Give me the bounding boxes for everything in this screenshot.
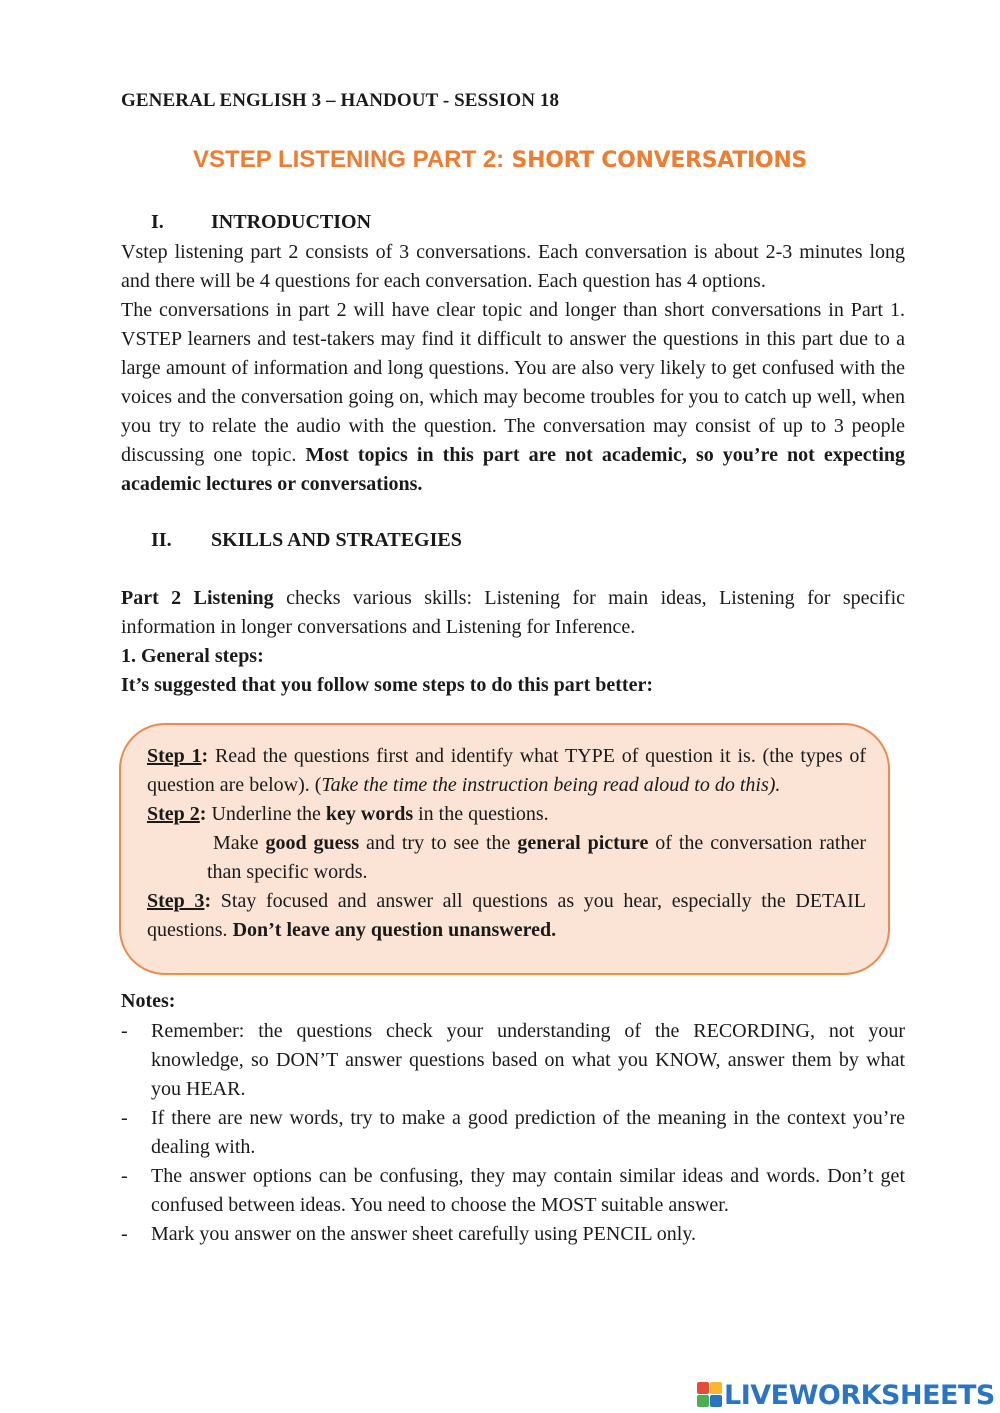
step-2-colon: :	[199, 803, 207, 825]
step-2-end: in the questions.	[413, 803, 549, 825]
liveworksheets-logo-text: LIVEWORKSHEETS	[724, 1379, 995, 1411]
skills-intro	[121, 584, 905, 642]
step-1-colon: :	[201, 745, 209, 767]
note-text: The answer options can be confusing, they may contain similar ideas and words. Don’t get confused between ideas. You need to choose the MOST suitable answer.	[151, 1165, 905, 1216]
section1-title: INTRODUCTION	[211, 211, 372, 233]
liveworksheets-logo[interactable]	[697, 1378, 995, 1412]
step-2-detail-a: Make	[213, 832, 266, 854]
note-text: Mark you answer on the answer sheet carefully using PENCIL only.	[151, 1223, 697, 1245]
skills-intro-rest: checks various skills: Listening for main ideas, Listening for specific information in longer conversations and Listening for Inference.	[121, 587, 906, 638]
note-item: - Mark you answer on the answer sheet carefully using PENCIL only.	[121, 1223, 697, 1245]
intro-paragraph-2-text: The conversations in part 2 will have clear topic and longer than short conversations in Part 1. VSTEP learners and test-takers may find it difficult to answer the questions in this part due to a large amount of information and long questions. You are also very likely to get confused with the voices and the conversation going on, which may become troubles for you to catch up well, when you try to relate the audio with the question. The conversation may consist of up to 3 people discussing one topic.	[121, 299, 905, 466]
step-1-label: Step 1	[147, 745, 202, 767]
note-text: If there are new words, try to make a good prediction of the meaning in the context you’re dealing with.	[151, 1107, 905, 1158]
notes-heading: Notes:	[121, 990, 176, 1012]
step-1	[147, 742, 866, 800]
introduction-text	[121, 238, 905, 499]
suggestion-line: It’s suggested that you follow some steps to do this part better:	[121, 674, 654, 696]
step-3-text: Stay focused and answer all questions as you hear, especially the DETAIL questions.	[147, 890, 866, 941]
section1-number: I.	[151, 211, 164, 233]
skills-intro-bold: Part 2 Listening	[121, 587, 274, 609]
step-2-detail-b: and try to see the	[359, 832, 518, 854]
title-part2: SHORT CONVERSATIONS	[504, 148, 807, 173]
step-3-colon: :	[204, 890, 212, 912]
step-2-detail-bold-2: general picture	[517, 832, 649, 854]
step-2-bold: key words	[325, 803, 414, 825]
note-item: - Remember: the questions check your understanding of the RECORDING, not your knowledge, so DON’T answer questions based on what you KNOW, answer them by what you HEAR.	[121, 1020, 905, 1100]
liveworksheets-logo-icon	[697, 1382, 723, 1408]
section2-heading	[151, 529, 462, 552]
steps-box	[119, 723, 890, 975]
step-1-italic: Take the time the instruction being read aloud to do this).	[321, 774, 781, 796]
step-2-label: Step 2	[147, 803, 200, 825]
note-item: - The answer options can be confusing, they may contain similar ideas and words. Don’t get confused between ideas. You need to choose the MOST suitable answer.	[121, 1165, 905, 1216]
session-header: GENERAL ENGLISH 3 – HANDOUT - SESSION 18	[121, 90, 560, 111]
intro-paragraph-1: Vstep listening part 2 consists of 3 conversations. Each conversation is about 2-3 minutes long and there will be 4 questions for each conversation. Each question has 4 options.	[121, 241, 905, 292]
steps-box-content	[147, 742, 866, 945]
step-2-detail-bold-1: good guess	[265, 832, 360, 854]
page-title	[0, 146, 1000, 174]
note-item: - If there are new words, try to make a good prediction of the meaning in the context you’re dealing with.	[121, 1107, 905, 1158]
step-3-label: Step 3	[147, 890, 205, 912]
notes-list	[121, 1017, 905, 1249]
section2-number: II.	[151, 529, 172, 551]
title-part1: VSTEP LISTENING PART 2:	[193, 146, 505, 173]
step-2-detail	[147, 829, 866, 887]
section1-heading	[151, 211, 371, 234]
step-2-text: Underline the	[206, 803, 326, 825]
section2-title: SKILLS AND STRATEGIES	[211, 529, 462, 551]
step-3	[147, 887, 866, 945]
step-1-text: Read the questions first and identify what TYPE of question it is. (the types of question are below). (	[147, 745, 866, 796]
step-3-bold: Don’t leave any question unanswered.	[232, 919, 557, 941]
intro-paragraph-2	[121, 296, 905, 499]
note-text: Remember: the questions check your understanding of the RECORDING, not your knowledge, so DON’T answer questions based on what you KNOW, answer them by what you HEAR.	[151, 1020, 905, 1100]
step-2	[147, 800, 866, 829]
general-steps-heading: 1. General steps:	[121, 645, 264, 667]
intro-paragraph-2-bold: Most topics in this part are not academic, so you’re not expecting academic lectures or conversations.	[121, 444, 906, 495]
step-2-detail-c: of the conversation rather than specific words.	[207, 832, 866, 883]
skills-text	[121, 584, 905, 700]
